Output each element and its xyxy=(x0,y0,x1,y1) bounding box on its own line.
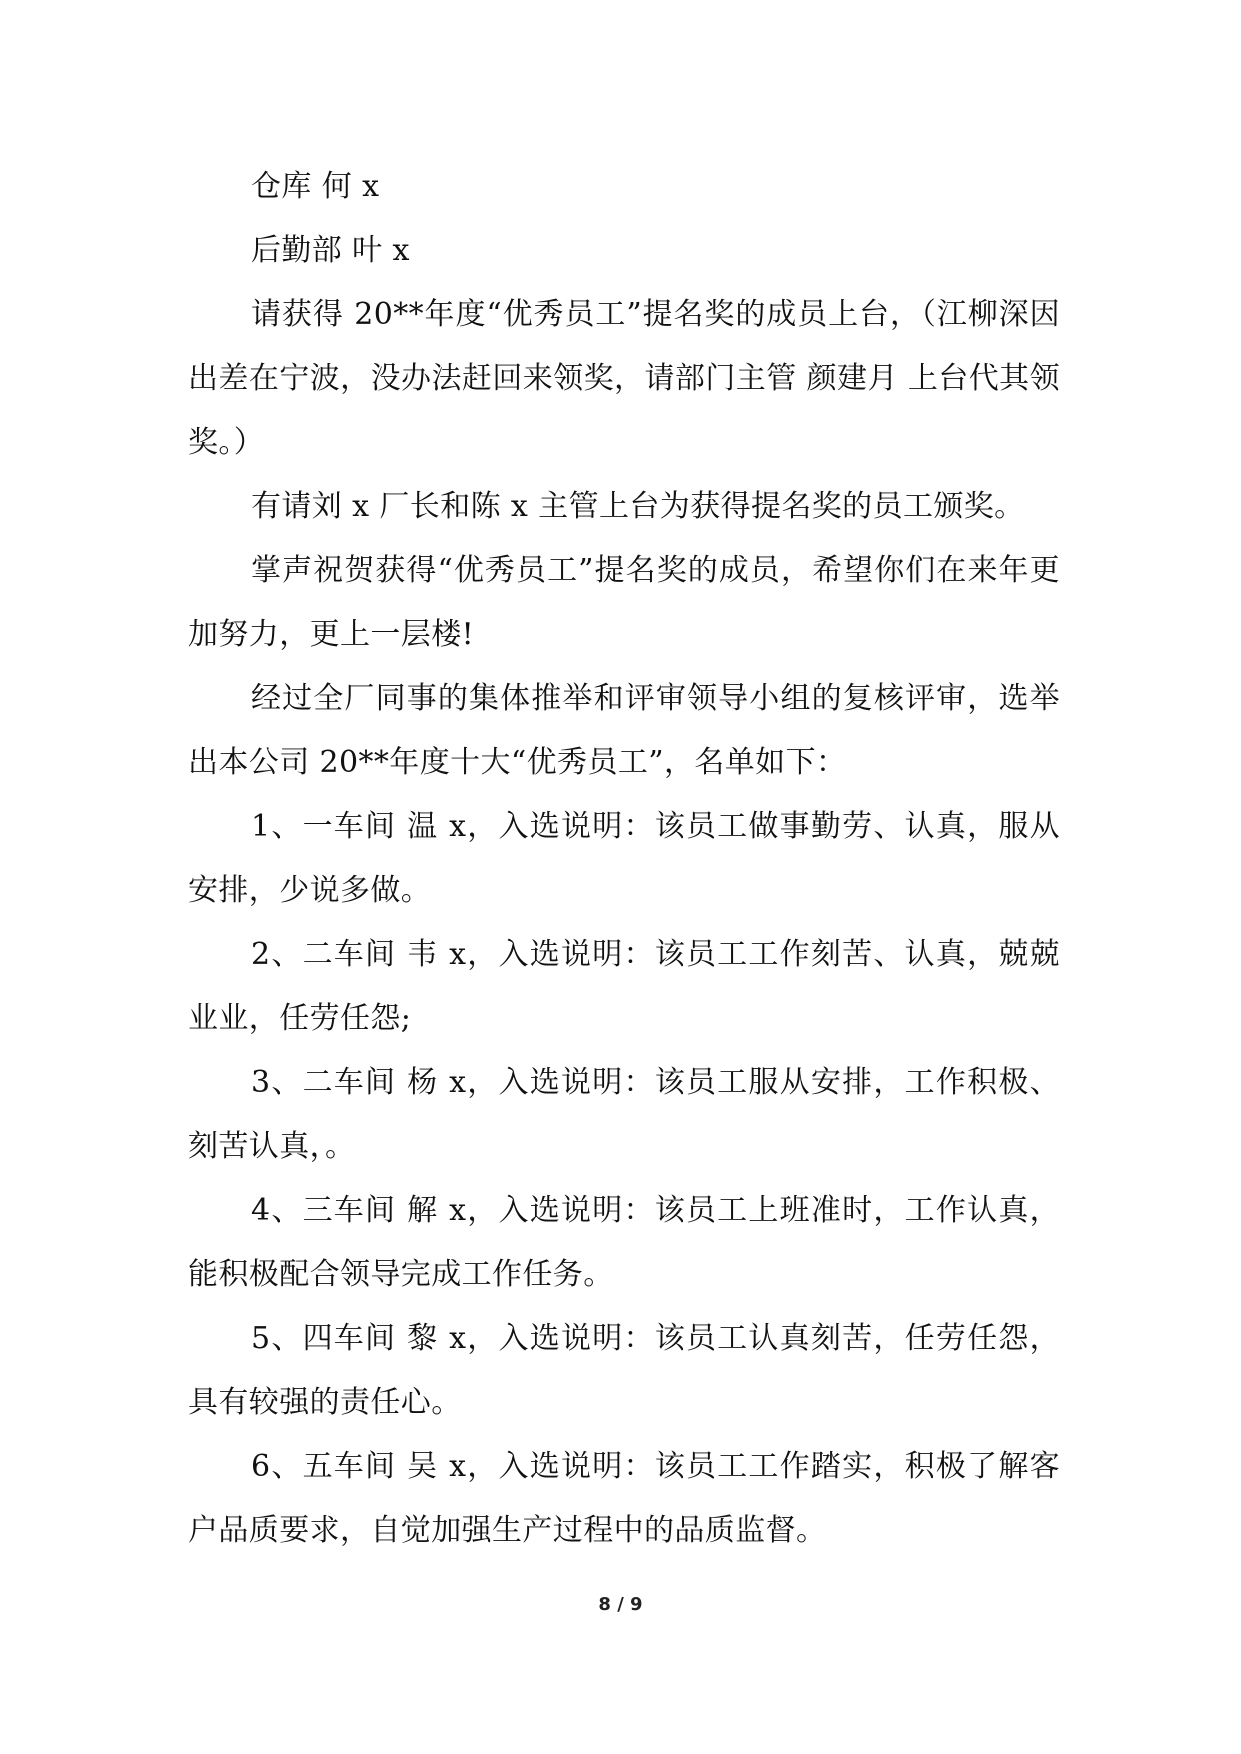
paragraph-award-presenters: 有请刘 x 厂长和陈 x 主管上台为获得提名奖的员工颁奖。 xyxy=(251,489,1025,524)
list-item-employee-1: 1、一车间 温 x，入选说明：该员工做事勤劳、认真，服从安排，少说多做。 xyxy=(188,809,1060,908)
paragraph-warehouse: 仓库 何 x xyxy=(251,169,380,204)
paragraph-logistics: 后勤部 叶 x xyxy=(251,233,410,268)
list-item-employee-2: 2、二车间 韦 x，入选说明：该员工工作刻苦、认真，兢兢业业，任劳任怨; xyxy=(188,937,1060,1036)
list-item-employee-5: 5、四车间 黎 x，入选说明：该员工认真刻苦，任劳任怨，具有较强的责任心。 xyxy=(188,1321,1060,1420)
paragraph-top-ten-intro: 经过全厂同事的集体推举和评审领导小组的复核评审，选举出本公司 20**年度十大“优秀员工”，名单如下： xyxy=(188,681,1060,780)
document-body xyxy=(188,155,1060,1563)
paragraph-congratulations: 掌声祝贺获得“优秀员工”提名奖的成员，希望你们在来年更加努力，更上一层楼! xyxy=(188,553,1060,652)
page-number: 8 / 9 xyxy=(598,1594,643,1615)
list-item-employee-3: 3、二车间 杨 x，入选说明：该员工服从安排，工作积极、刻苦认真，。 xyxy=(188,1065,1060,1164)
list-item-employee-4: 4、三车间 解 x，入选说明：该员工上班准时，工作认真，能积极配合领导完成工作任务。 xyxy=(188,1193,1060,1292)
list-item-employee-6: 6、五车间 吴 x，入选说明：该员工工作踏实，积极了解客户品质要求，自觉加强生产过程中的品质监督。 xyxy=(188,1449,1060,1548)
paragraph-nominee-invitation: 请获得 20**年度“优秀员工”提名奖的成员上台，（江柳深因出差在宁波，没办法赶回来领奖，请部门主管 颜建月 上台代其领奖。） xyxy=(188,297,1060,460)
